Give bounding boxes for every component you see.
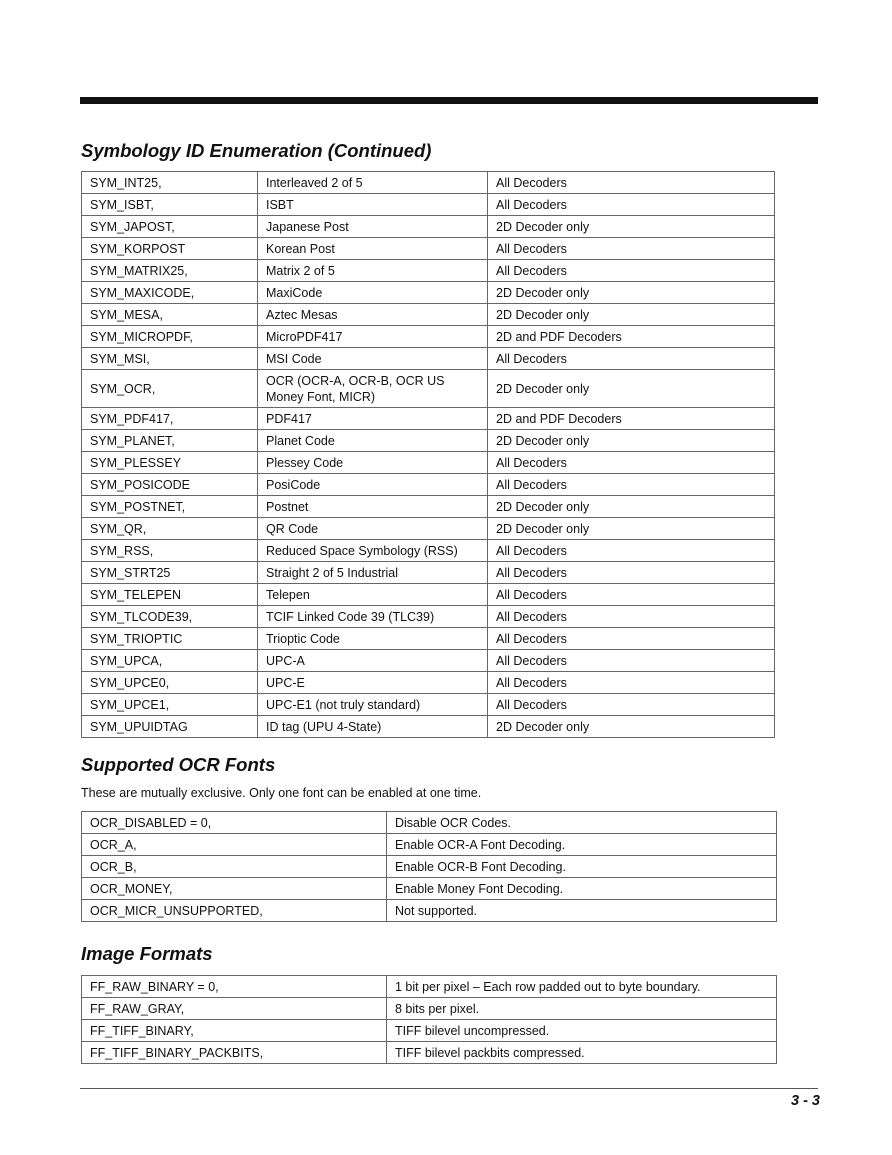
table-cell: MicroPDF417	[258, 326, 488, 348]
table-cell: Matrix 2 of 5	[258, 260, 488, 282]
table-cell: SYM_MESA,	[82, 304, 258, 326]
table-cell: Trioptic Code	[258, 628, 488, 650]
symbology-row	[82, 194, 775, 216]
table-cell: All Decoders	[488, 650, 775, 672]
table-cell: 2D Decoder only	[488, 282, 775, 304]
ocr-font-row	[82, 856, 777, 878]
table-cell: All Decoders	[488, 238, 775, 260]
table-cell: SYM_JAPOST,	[82, 216, 258, 238]
table-cell: 2D and PDF Decoders	[488, 326, 775, 348]
table-cell: OCR_A,	[82, 834, 387, 856]
table-cell: SYM_PLANET,	[82, 430, 258, 452]
table-cell: MaxiCode	[258, 282, 488, 304]
table-cell: 8 bits per pixel.	[387, 998, 777, 1020]
symbology-row	[82, 518, 775, 540]
table-cell: OCR (OCR-A, OCR-B, OCR US Money Font, MICR)	[258, 370, 488, 408]
symbology-row	[82, 238, 775, 260]
table-cell: All Decoders	[488, 172, 775, 194]
table-cell: All Decoders	[488, 540, 775, 562]
table-cell: SYM_QR,	[82, 518, 258, 540]
symbology-row	[82, 540, 775, 562]
symbology-row	[82, 348, 775, 370]
table-cell: OCR_B,	[82, 856, 387, 878]
symbology-row	[82, 628, 775, 650]
table-cell: SYM_MSI,	[82, 348, 258, 370]
table-cell: All Decoders	[488, 348, 775, 370]
symbology-table	[81, 171, 775, 738]
image-format-row	[82, 1042, 777, 1064]
table-cell: All Decoders	[488, 606, 775, 628]
table-cell: OCR_MONEY,	[82, 878, 387, 900]
table-cell: SYM_UPUIDTAG	[82, 716, 258, 738]
footer-rule	[80, 1088, 818, 1089]
table-cell: SYM_MATRIX25,	[82, 260, 258, 282]
table-cell: 2D Decoder only	[488, 430, 775, 452]
table-cell: SYM_MAXICODE,	[82, 282, 258, 304]
table-cell: 2D and PDF Decoders	[488, 408, 775, 430]
table-cell: SYM_TRIOPTIC	[82, 628, 258, 650]
symbology-row	[82, 562, 775, 584]
table-cell: UPC-A	[258, 650, 488, 672]
table-cell: UPC-E	[258, 672, 488, 694]
image-formats-section-title: Image Formats	[81, 943, 213, 964]
symbology-row	[82, 584, 775, 606]
symbology-row	[82, 370, 775, 408]
symbology-row	[82, 408, 775, 430]
table-cell: 2D Decoder only	[488, 518, 775, 540]
image-format-row	[82, 976, 777, 998]
table-cell: SYM_UPCE0,	[82, 672, 258, 694]
table-cell: All Decoders	[488, 694, 775, 716]
table-cell: Enable OCR-B Font Decoding.	[387, 856, 777, 878]
symbology-row	[82, 216, 775, 238]
symbology-row	[82, 694, 775, 716]
image-formats-table	[81, 975, 777, 1064]
table-cell: FF_RAW_GRAY,	[82, 998, 387, 1020]
table-cell: SYM_STRT25	[82, 562, 258, 584]
table-cell: SYM_UPCA,	[82, 650, 258, 672]
table-cell: Japanese Post	[258, 216, 488, 238]
table-cell: 2D Decoder only	[488, 716, 775, 738]
table-cell: SYM_ISBT,	[82, 194, 258, 216]
symbology-row	[82, 260, 775, 282]
table-cell: Enable Money Font Decoding.	[387, 878, 777, 900]
table-cell: Korean Post	[258, 238, 488, 260]
table-cell: SYM_OCR,	[82, 370, 258, 408]
ocr-font-row	[82, 812, 777, 834]
table-cell: Reduced Space Symbology (RSS)	[258, 540, 488, 562]
table-cell: SYM_POSTNET,	[82, 496, 258, 518]
table-cell: ID tag (UPU 4-State)	[258, 716, 488, 738]
table-cell: All Decoders	[488, 194, 775, 216]
table-cell: OCR_MICR_UNSUPPORTED,	[82, 900, 387, 922]
table-cell: FF_TIFF_BINARY_PACKBITS,	[82, 1042, 387, 1064]
table-cell: Planet Code	[258, 430, 488, 452]
table-cell: All Decoders	[488, 584, 775, 606]
image-format-row	[82, 1020, 777, 1042]
symbology-row	[82, 326, 775, 348]
table-cell: SYM_TLCODE39,	[82, 606, 258, 628]
table-cell: Postnet	[258, 496, 488, 518]
table-cell: SYM_RSS,	[82, 540, 258, 562]
symbology-row	[82, 716, 775, 738]
table-cell: PosiCode	[258, 474, 488, 496]
header-rule	[80, 97, 818, 104]
table-cell: 2D Decoder only	[488, 216, 775, 238]
symbology-row	[82, 172, 775, 194]
table-cell: All Decoders	[488, 474, 775, 496]
table-cell: TIFF bilevel packbits compressed.	[387, 1042, 777, 1064]
table-cell: SYM_INT25,	[82, 172, 258, 194]
table-cell: Plessey Code	[258, 452, 488, 474]
symbology-row	[82, 430, 775, 452]
table-cell: Enable OCR-A Font Decoding.	[387, 834, 777, 856]
table-cell: SYM_KORPOST	[82, 238, 258, 260]
ocr-font-row	[82, 834, 777, 856]
table-cell: All Decoders	[488, 562, 775, 584]
table-cell: SYM_TELEPEN	[82, 584, 258, 606]
table-cell: Aztec Mesas	[258, 304, 488, 326]
ocr-font-row	[82, 900, 777, 922]
symbology-row	[82, 474, 775, 496]
table-cell: SYM_UPCE1,	[82, 694, 258, 716]
table-cell: QR Code	[258, 518, 488, 540]
table-cell: 1 bit per pixel – Each row padded out to byte boundary.	[387, 976, 777, 998]
table-cell: Straight 2 of 5 Industrial	[258, 562, 488, 584]
table-cell: FF_TIFF_BINARY,	[82, 1020, 387, 1042]
table-cell: 2D Decoder only	[488, 370, 775, 408]
table-cell: All Decoders	[488, 672, 775, 694]
symbology-row	[82, 452, 775, 474]
table-cell: TCIF Linked Code 39 (TLC39)	[258, 606, 488, 628]
table-cell: UPC-E1 (not truly standard)	[258, 694, 488, 716]
table-cell: TIFF bilevel uncompressed.	[387, 1020, 777, 1042]
ocr-fonts-intro: These are mutually exclusive. Only one font can be enabled at one time.	[81, 786, 482, 800]
symbology-section-title: Symbology ID Enumeration (Continued)	[81, 140, 432, 161]
ocr-font-row	[82, 878, 777, 900]
table-cell: Not supported.	[387, 900, 777, 922]
table-cell: PDF417	[258, 408, 488, 430]
table-cell: ISBT	[258, 194, 488, 216]
symbology-row	[82, 282, 775, 304]
table-cell: SYM_MICROPDF,	[82, 326, 258, 348]
image-format-row	[82, 998, 777, 1020]
table-cell: SYM_PLESSEY	[82, 452, 258, 474]
table-cell: MSI Code	[258, 348, 488, 370]
page-number: 3 - 3	[790, 1093, 820, 1109]
symbology-row	[82, 606, 775, 628]
symbology-row	[82, 650, 775, 672]
table-cell: Telepen	[258, 584, 488, 606]
symbology-row	[82, 496, 775, 518]
table-cell: SYM_PDF417,	[82, 408, 258, 430]
table-cell: All Decoders	[488, 452, 775, 474]
table-cell: 2D Decoder only	[488, 496, 775, 518]
table-cell: Interleaved 2 of 5	[258, 172, 488, 194]
table-cell: OCR_DISABLED = 0,	[82, 812, 387, 834]
table-cell: 2D Decoder only	[488, 304, 775, 326]
ocr-fonts-table	[81, 811, 777, 922]
table-cell: FF_RAW_BINARY = 0,	[82, 976, 387, 998]
symbology-row	[82, 304, 775, 326]
table-cell: All Decoders	[488, 628, 775, 650]
table-cell: SYM_POSICODE	[82, 474, 258, 496]
ocr-fonts-section-title: Supported OCR Fonts	[81, 754, 276, 775]
table-cell: Disable OCR Codes.	[387, 812, 777, 834]
table-cell: All Decoders	[488, 260, 775, 282]
symbology-row	[82, 672, 775, 694]
